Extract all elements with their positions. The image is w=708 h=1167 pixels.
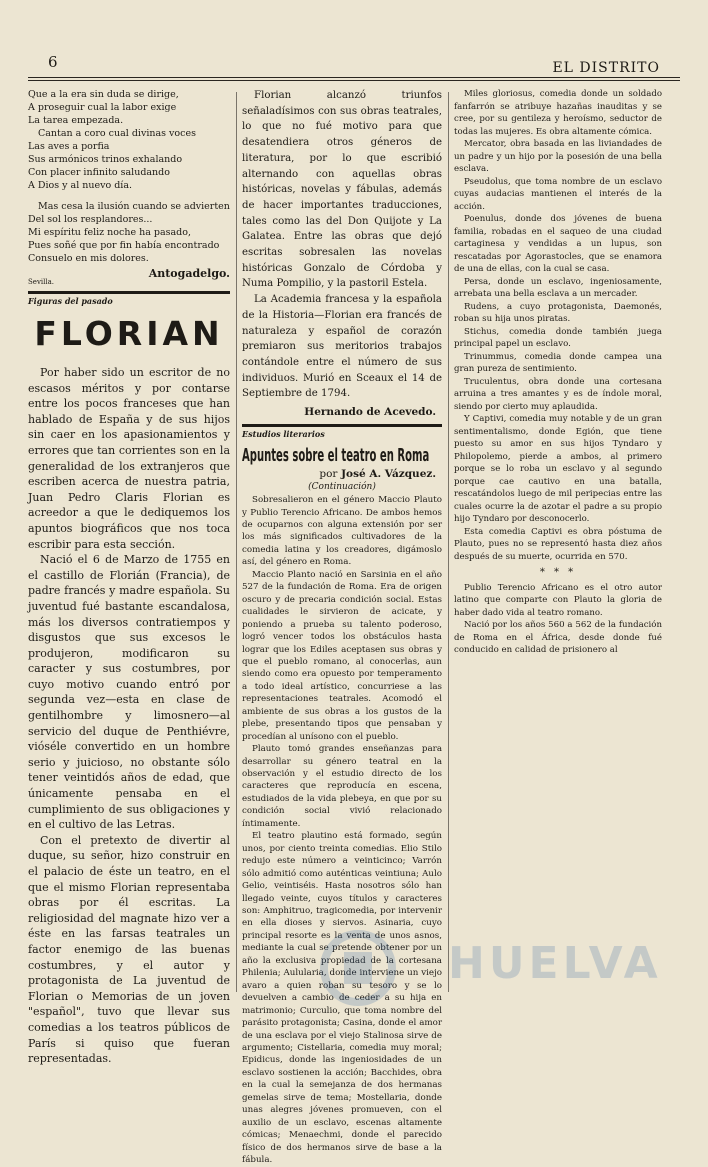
- paragraph: La Academia francesa y la española de la Historia—Florian era francés de naturaleza y español de corazón premiaron sus meritorios trabajos contándole entre el número de sus individuos. Murió en Sceaux el 14 de Septiembre de 1794.: [242, 294, 442, 400]
- newspaper-title: EL DISTRITO: [552, 60, 660, 76]
- paragraph: Nació el 6 de Marzo de 1755 en el castillo de Florián (Francia), de padre francés y madre española. Su juventud fué bastante escandalosa, más los diversos contratiempos y disgustos que sus excesos le produjeron, modificaron su caracter y sus costumbres, por cuyo motivo cuando entró por segunda vez—esta en clase de gentilhombre y limosnero—al servicio del duque de Penthiévre, vióséle convertido en un hombre serio y juicioso, no obstante sólo tener veintidós años de edad, que únicamente pensaba en el cumplimiento de sus obligaciones y en el cultivo de las Letras.: [28, 553, 230, 832]
- paragraph: Por haber sido un escritor de no escasos méritos y por contarse entre los pocos franceses que han hablado de España y de sus hijos sin caer en los apasionamientos y errores que tan corrientes son en la generalidad de los extranjeros que escriben acerca de nuestra patria, Juan Pedro Claris Florian es acreedor a que le dediquemos los apuntos biográficos que nos toca escribir para esta sección.: [28, 366, 230, 551]
- paragraph: Trinummus, comedia donde campea una gran pureza de sentimiento.: [454, 351, 662, 374]
- section-rule: [28, 291, 230, 294]
- poem-line: Sus armónicos trinos exhalando: [28, 154, 183, 165]
- article-title: FLORIAN: [34, 314, 224, 353]
- column-separator: [448, 92, 449, 992]
- paragraph: Rudens, a cuyo protagonista, Daemonés, roban su hija unos piratas.: [454, 301, 662, 324]
- poem-line: Del sol los resplandores...: [28, 214, 153, 225]
- paragraph: Con el pretexto de divertir al duque, su señor, hizo construir en el palacio de éste un teatro, en el que el mismo Florian representaba obras por él escritas. La religiosidad del magnate hizo ver a éste en las farsas teatrales un factor enemigo de las buenas costumbres, y el autor y protagonista de La juventud de Florian o Memorias de un joven "español", tuvo que llevar sus comedias a los teatros públicos de París si quiso que fueran representadas.: [28, 833, 230, 1066]
- header-rule-2: [28, 80, 680, 81]
- section-label: Estudios literarios: [242, 429, 325, 440]
- column-separator: [236, 92, 237, 992]
- section-rule: [242, 424, 442, 427]
- watermark-emblem-icon: [298, 928, 418, 1008]
- poem-line: La tarea empezada.: [28, 115, 124, 126]
- article-body: [242, 88, 442, 402]
- article-body: [454, 88, 662, 657]
- paragraph: Pseudolus, que toma nombre de un esclavo cuyas audacias mantienen el interés de la acción.: [454, 176, 662, 212]
- poem-line: Mi espíritu feliz noche ha pasado,: [28, 227, 192, 238]
- continuation-label: (Continuación): [308, 482, 376, 493]
- section-label: Figuras del pasado: [28, 296, 113, 306]
- article-body: [28, 365, 230, 1067]
- paragraph: Stichus, comedia donde también juega principal papel un esclavo.: [454, 326, 662, 349]
- paragraph: Truculentus, obra donde una cortesana arruina a tres amantes y es de índole moral, siendo por cierto muy aplaudida.: [454, 376, 662, 412]
- paragraph: Esta comedia Captivi es obra póstuma de Plauto, pues no se representó hasta diez años después de su muerte, ocurrida en 570.: [454, 526, 662, 562]
- poem-line: Pues soñé que por fin había encontrado: [28, 240, 220, 251]
- section-stars: * * *: [539, 567, 577, 578]
- library-watermark: [298, 928, 662, 1008]
- paragraph: Poenulus, donde dos jóvenes de buena familia, robadas en el saqueo de una ciudad cartaginesa y vendidas a un lupus, son rescatadas por Agorastocles, que se enamora de una de ellas, con la cual se casa.: [454, 214, 662, 274]
- paragraph: El teatro plautino está formado, según unos, por ciento treinta comedias. Elio Stilo redujo este número a veinticinco; Varrón sólo admitió como auténticas veintiuna; Aulo Gelio, veintiséis. Hasta nosotros sólo han llegado veinte, cuyos títulos y caracteres son: Amphitruo, tragicomedia, por intervenir en ella dioses y siervos. Asinaria, cuyo principal resorte es la venta de unos asnos, mediante la cual se pretende obtener por un año la exclusiva propiedad de la cortesana Philenia; Aulularia, donde interviene un viejo avaro a quien roban su tesoro y se lo devuelven a cambio de ceder a su hija en matrimonio; Curculio, que toma nombre del parásito protagonista; Casina, donde el amor de una esclava por el viejo Stalinosa sirve de argumento; Cistellaria, comedia muy moral; Epidicus, donde las ingeniosidades de un esclavo sostienen la acción; Bacchides, obra en la cual la semejanza de dos hermanas gemelas sirve de tema; Mostellaria, donde unas alegres jóvenes promueven, con el auxilio de un esclavo, escenas altamente cómicas; Menaechmi, donde el parecido físico de dos hermanos sirve de base a la fábula.: [242, 831, 442, 1166]
- poem-line: Con placer infinito saludando: [28, 167, 170, 178]
- poem-line: Cantan a coro cual divinas voces: [38, 128, 196, 139]
- paragraph: Sobresalieron en el género Maccio Plauto y Publio Terencio Africano. De ambos hemos de ocuparnos con alguna extensión por ser los más significados cultivadores de la comedia latina y los creadores, digámoslo así, del género en Roma.: [242, 495, 442, 568]
- paragraph: Miles gloriosus, comedia donde un soldado fanfarrón se atribuye hazañas inauditas y se cree, por su gentileza y heroísmo, seductor de todas las mujeres. Es obra altamente cómica.: [454, 89, 662, 137]
- paragraph: Persa, donde un esclavo, ingeniosamente, arrebata una bella esclava a un mercader.: [454, 276, 662, 299]
- paragraph: Mercator, obra basada en las liviandades de un padre y un hijo por la posesión de una bella esclava.: [454, 139, 662, 174]
- poem-place: Sevilla.: [28, 278, 55, 286]
- article-title: Apuntes sobre el teatro en Roma: [242, 445, 430, 467]
- article-author: Hernando de Acevedo.: [304, 406, 436, 419]
- paragraph: Plauto tomó grandes enseñanzas para desarrollar su género teatral en la observación y el estudio directo de los caracteres que reproducía en escena, estudiados de la vida plebeya, en que por su condición social vivió relacionado íntimamente.: [242, 744, 442, 829]
- poem-line: Las aves a porfia: [28, 141, 110, 152]
- page-number: 6: [48, 53, 58, 71]
- paragraph: Maccio Planto nació en Sarsinia en el año 527 de la fundación de Roma. Era de origen oscuro y de precaria condición social. Estas cualidades le sirvieron de acicate, y poniendo a prueba su talento poderoso, logró vencer todos los obstáculos hasta lograr que los Ediles aceptasen sus obras y que el pueblo romano, al conocerlas, aun siendo como era opuesto por temperamento a todo ideal artístico, concurriese a las representaciones teatrales. Acomodó el ambiente de sus obras a los gustos de la plebe, presentando tipos que pensaban y procedían al unísono con el pueblo.: [242, 569, 442, 742]
- byline-author: José A. Vázquez.: [341, 468, 436, 481]
- paragraph: Y Captivi, comedia muy notable y de un gran sentimentalismo, donde Egión, que tiene puesto su amor en sus hijos Tyndaro y Philopolemo, pierde a ambos, al primero porque se lo roba un esclavo y al segundo porque cae cautivo en una batalla, rescatándolos luego de mil peripecias entre las cuales ocurre la de azotar el padre a su propio hijo Tyndaro por desconocerlo.: [454, 414, 662, 524]
- article-body: [242, 494, 442, 1166]
- poem-line: A Dios y al nuevo día.: [28, 180, 133, 191]
- paragraph: Florian alcanzó triunfos señaladísimos con sus obras teatrales, lo que no fué motivo para que desatendiera otros géneros de literatura, por lo que escribió alternando con aquellas obras históricas, novelas y fábulas, además de hacer importantes traducciones, tales como las del Don Quijote y La Galatea. Entre las obras que dejó escritas sobresalen las novelas históricas Gonzalo de Córdoba y Numa Pompilio, y la pastoril Estela.: [242, 90, 442, 290]
- watermark-text: HUELVA: [448, 938, 662, 989]
- poem: [28, 88, 230, 265]
- poem-line: Mas cesa la ilusión cuando se advierten: [38, 201, 230, 212]
- byline: [242, 468, 436, 480]
- byline-prefix: por: [319, 468, 338, 481]
- paragraph: Nació por los años 560 a 562 de la fundación de Roma en el África, desde donde fué conducido en calidad de prisionero al: [454, 620, 662, 655]
- column-3: [454, 88, 662, 657]
- paragraph: Publio Terencio Africano es el otro autor latino que comparte con Plauto la gloria de haber dado vida al teatro romano.: [454, 582, 662, 618]
- column-1: [28, 88, 230, 1067]
- header-rule: [28, 77, 680, 78]
- poem-line: Consuelo en mis dolores.: [28, 253, 149, 264]
- poem-line: A proseguir cual la labor exige: [28, 102, 177, 113]
- poem-line: Que a la era sin duda se dirige,: [28, 89, 179, 100]
- poem-author: Antogadelgo.: [148, 267, 230, 280]
